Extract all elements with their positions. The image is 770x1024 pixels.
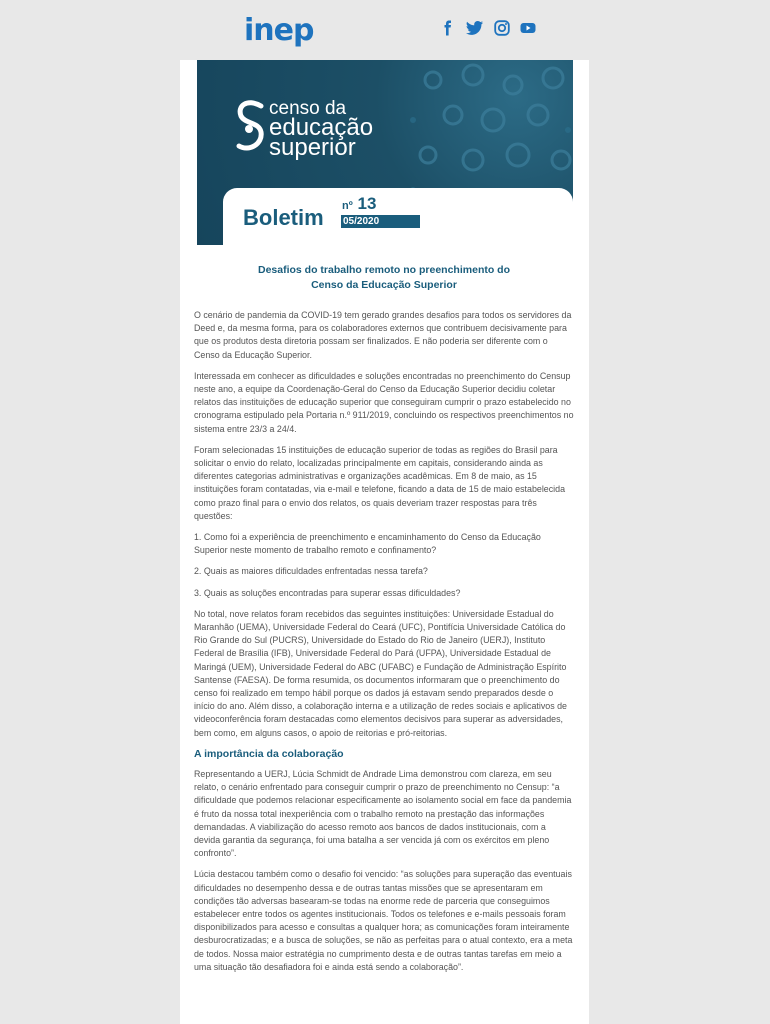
censo-symbol-icon xyxy=(235,96,265,156)
issue-number xyxy=(342,194,376,214)
brand-line-1: censo da xyxy=(269,98,347,119)
issue-number-value: 13 xyxy=(357,194,377,213)
paragraph-6: Lúcia destacou também como o desafio foi vencido: “as soluções para superação das eventuais dificuldades no desempenho dessa e de outras tantas missões que se apresentaram em condições tão adversas basearam-se todas na enorme rede de parceria que conseguimos estabelecer entre todos os agentes institucionais. Todos os telefones e e-mails pessoais foram disponibilizados para acesso e consultas a qualquer hora; as comunicações foram inteiramente desburocratizadas; e a busca de soluções, se não as perfeitas para o atual contexto, era a meta de todos. Nossa maior estratégia no cumprimento desta e de outras tantas tarefas em meio a uma situação tão desafiadora foi e ainda está sendo a colaboração”. xyxy=(194,869,573,972)
instagram-icon[interactable] xyxy=(494,20,510,36)
social-links xyxy=(440,20,536,36)
censo-brand xyxy=(235,96,374,161)
twitter-icon[interactable] xyxy=(466,20,484,36)
article-title-line-1: Desafios do trabalho remoto no preenchimento do xyxy=(257,264,511,276)
brand-line-2: educação xyxy=(269,114,374,141)
question-3: 3. Quais as soluções encontradas para superar essas dificuldades? xyxy=(194,587,461,598)
youtube-icon[interactable] xyxy=(520,20,536,36)
paragraph-1: O cenário de pandemia da COVID-19 tem gerado grandes desafios para todos os servidores da Deed e, da mesma forma, para os colaboradores externos que contribuem decisivamente para que os produtos desta diretoria possam ser finalizados. E não poderia ser diferente com o Censo da Educação Superior. xyxy=(194,310,572,360)
paragraph-3: Foram selecionadas 15 instituições de educação superior de todas as regiões do Brasil para solicitar o envio do relato, localizadas principalmente em capitais, considerando ainda as diferentes categorias administrativas e organizações acadêmicas. Em 8 de maio, as 15 instituições foram contatadas, via e-mail e telefone, ficando a data de 15 de maio estabelecida como prazo final para o envio dos relatos, os quais deveriam trazer respostas para três questões: xyxy=(194,444,566,521)
boletim-box xyxy=(223,188,573,245)
article-title xyxy=(194,263,574,293)
brand-line-3: superior xyxy=(269,134,356,161)
article-content xyxy=(194,261,574,982)
boletim-label: Boletim xyxy=(243,205,324,230)
issue-date: 05/2020 xyxy=(341,215,420,228)
top-bar xyxy=(0,0,770,60)
facebook-icon[interactable] xyxy=(440,20,456,36)
issue-number-prefix: nº xyxy=(342,200,353,212)
header-banner xyxy=(197,60,573,245)
question-1: 1. Como foi a experiência de preenchimento e encaminhamento do Censo da Educação Superior neste momento de trabalho remoto e confinamento? xyxy=(194,532,541,556)
article-title-line-2: Censo da Educação Superior xyxy=(311,279,457,291)
newsletter-card xyxy=(180,60,589,1024)
paragraph-4: No total, nove relatos foram recebidos das seguintes instituições: Universidade Estadual do Maranhão (UEMA), Universidade Federal do Ceará (UFC), Pontifícia Universidade Católica do Rio Grande do Sul (PUCRS), Universidade do Estado do Rio de Janeiro (UERJ), Instituto Federal de Brasília (IFB), Universidade Federal do Pará (UFPA), Universidade Estadual de Maringá (UEM), Universidade Federal do ABC (UFABC) e Fundação de Administração Espírito Santense (FAESA). De forma resumida, os documentos informaram que o preenchimento do censo foi realizado em tempo hábil porque os dados já estavam sendo preparados desde o início do ano. Além disso, a colaboração interna e a utilização de redes sociais e aplicativos de videoconferência foram destacadas como elementos decisivos para superar as adversidades, bem como, em alguns casos, o apoio de reitorias e pró-reitorias. xyxy=(194,608,567,738)
question-2: 2. Quais as maiores dificuldades enfrentadas nessa tarefa? xyxy=(194,566,428,577)
section-heading: A importância da colaboração xyxy=(194,747,344,760)
inep-logo[interactable]: inep xyxy=(244,13,314,48)
paragraph-5: Representando a UERJ, Lúcia Schmidt de Andrade Lima demonstrou com clareza, em seu relato, o cenário enfrentado para conseguir cumprir o prazo de preenchimento no Censup: “a dificuldade que podemos relacionar especificamente ao isolamento social em face da pandemia é fruto da nossa total inexperiência com o trabalho remoto na prestação das informações demandadas. A viabilização do acesso remoto aos bancos de dados institucionais, com a devida garantia da segurança, foi uma batalha a ser vencida já com os exércitos em pleno confronto”. xyxy=(194,768,572,859)
paragraph-2: Interessada em conhecer as dificuldades e soluções encontradas no preenchimento do Censup neste ano, a equipe da Coordenação-Geral do Censo da Educação Superior decidiu coletar relatos das instituições de educação superior que conseguiram cumprir o prazo estabelecido no cronograma estipulado pela Portaria n.º 911/2019, concluindo os respectivos preenchimentos no sistema entre 23/3 a 24/4. xyxy=(194,370,574,434)
